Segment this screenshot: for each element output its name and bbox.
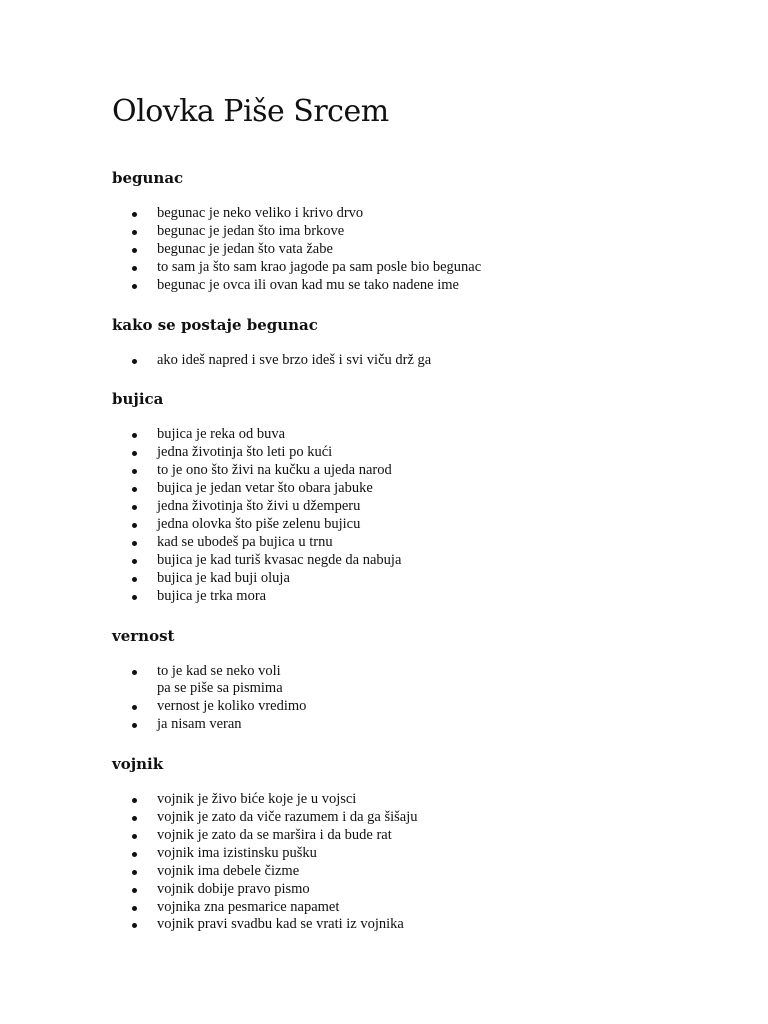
section-2 xyxy=(112,389,712,605)
bullet-icon xyxy=(132,559,137,564)
list-item xyxy=(112,716,712,734)
bullet-icon xyxy=(132,870,137,875)
list-item-text: to je ono što živi na kučku a ujeda narod xyxy=(157,462,392,479)
list-item-text: vojnik je zato da viče razumem i da ga šišaju xyxy=(157,809,418,826)
section-heading: begunac xyxy=(112,169,184,187)
bullet-list xyxy=(112,205,712,295)
list-item xyxy=(112,498,712,516)
bullet-icon xyxy=(132,577,137,582)
document-title: Olovka Piše Srcem xyxy=(112,94,389,129)
list-item xyxy=(112,698,712,716)
list-item xyxy=(112,277,712,295)
bullet-icon xyxy=(132,469,137,474)
bullet-icon xyxy=(132,670,137,675)
bullet-icon xyxy=(132,816,137,821)
bullet-icon xyxy=(132,359,137,364)
list-item-text: vojnik je zato da se marširа i da bude rat xyxy=(157,826,392,843)
bullet-icon xyxy=(132,923,137,928)
list-item xyxy=(112,480,712,498)
list-item-text: vojnik pravi svadbu kad se vrati iz vojnika xyxy=(157,916,404,933)
list-item xyxy=(112,462,712,480)
list-item-text: vojnik je živo biće koje je u vojsci xyxy=(157,791,357,808)
list-item xyxy=(112,205,712,223)
section-3 xyxy=(112,626,712,735)
list-item-text: begunac je neko veliko i krivo drvo xyxy=(157,205,364,221)
list-item xyxy=(112,534,712,552)
bullet-icon xyxy=(132,798,137,803)
list-item xyxy=(112,241,712,259)
list-item-text: vernost je koliko vredimo xyxy=(157,698,307,715)
list-item xyxy=(112,809,712,827)
list-item-text: bujica je trka mora xyxy=(157,587,267,604)
list-item-text: bujica je reka od buva xyxy=(157,426,286,443)
list-item xyxy=(112,916,712,934)
bullet-list xyxy=(112,426,712,605)
list-item xyxy=(112,791,712,809)
bullet-icon xyxy=(132,433,137,438)
list-item-text: begunac je jedan što vata žabe xyxy=(157,240,333,257)
list-item-text: bujica je kad turiš kvasac negde da nabuja xyxy=(157,551,402,568)
list-item-text: bujica je kad buji oluja xyxy=(157,569,290,586)
list-item-text: vojnik ima izistinsku pušku xyxy=(157,844,317,861)
bullet-icon xyxy=(132,248,137,253)
bullet-icon xyxy=(132,723,137,728)
list-item xyxy=(112,223,712,241)
bullet-icon xyxy=(132,523,137,528)
bullet-icon xyxy=(132,906,137,911)
list-item xyxy=(112,899,712,917)
bullet-icon xyxy=(132,487,137,492)
bullet-icon xyxy=(132,212,137,217)
list-item-text: begunac je jedan što ima brkove xyxy=(157,222,345,239)
bullet-list xyxy=(112,663,712,735)
list-item xyxy=(112,827,712,845)
section-4 xyxy=(112,754,712,934)
bullet-list xyxy=(112,791,712,934)
bullet-list xyxy=(112,352,712,370)
list-item xyxy=(112,881,712,899)
bullet-icon xyxy=(132,705,137,710)
list-item xyxy=(112,588,712,606)
list-item xyxy=(112,516,712,534)
list-item-text: vojnik dobije pravo pismo xyxy=(157,880,310,897)
document-body xyxy=(112,168,712,954)
list-item xyxy=(112,552,712,570)
list-item-text: pa se piše sa pismima xyxy=(157,680,283,697)
section-1 xyxy=(112,315,712,370)
section-heading: kako se postaje begunac xyxy=(112,315,318,334)
bullet-icon xyxy=(132,595,137,600)
section-0 xyxy=(112,168,712,295)
list-item-text: begunac je ovca ili ovan kad mu se tako nadene ime xyxy=(157,276,459,293)
bullet-icon xyxy=(132,888,137,893)
list-item xyxy=(112,663,712,699)
list-item xyxy=(112,259,712,277)
list-item xyxy=(112,444,712,462)
list-item-text: vojnika zna pesmarice napamet xyxy=(157,898,340,915)
bullet-icon xyxy=(132,266,137,271)
list-item-text: jedna životinja što živi u džemperu xyxy=(157,498,361,515)
bullet-icon xyxy=(132,451,137,456)
list-item xyxy=(112,570,712,588)
list-item-text: to je kad se neko voli xyxy=(157,662,281,679)
list-item-text: jedna olovka što piše zelenu bujicu xyxy=(157,515,361,532)
list-item-text: bujica je jedan vetar što obara jabuke xyxy=(157,480,373,497)
list-item-text: ja nisam veran xyxy=(157,716,242,733)
list-item-text: ako ideš napred i sve brzo ideš i svi viču drž ga xyxy=(157,351,432,368)
list-item-text: kad se ubodeš pa bujica u trnu xyxy=(157,533,333,550)
bullet-icon xyxy=(132,541,137,546)
bullet-icon xyxy=(132,230,137,235)
section-heading: vojnik xyxy=(112,755,164,774)
list-item xyxy=(112,352,712,370)
bullet-icon xyxy=(132,834,137,839)
list-item-text: vojnik ima debele čizme xyxy=(157,862,300,879)
bullet-icon xyxy=(132,505,137,510)
section-heading: vernost xyxy=(112,626,175,645)
list-item xyxy=(112,863,712,881)
list-item-text: to sam ja što sam krao jagode pa sam posle bio begunac xyxy=(157,258,482,275)
list-item xyxy=(112,845,712,863)
list-item xyxy=(112,426,712,444)
bullet-icon xyxy=(132,284,137,289)
section-heading: bujica xyxy=(112,390,164,409)
bullet-icon xyxy=(132,852,137,857)
list-item-text: jedna životinja što leti po kući xyxy=(157,444,333,461)
